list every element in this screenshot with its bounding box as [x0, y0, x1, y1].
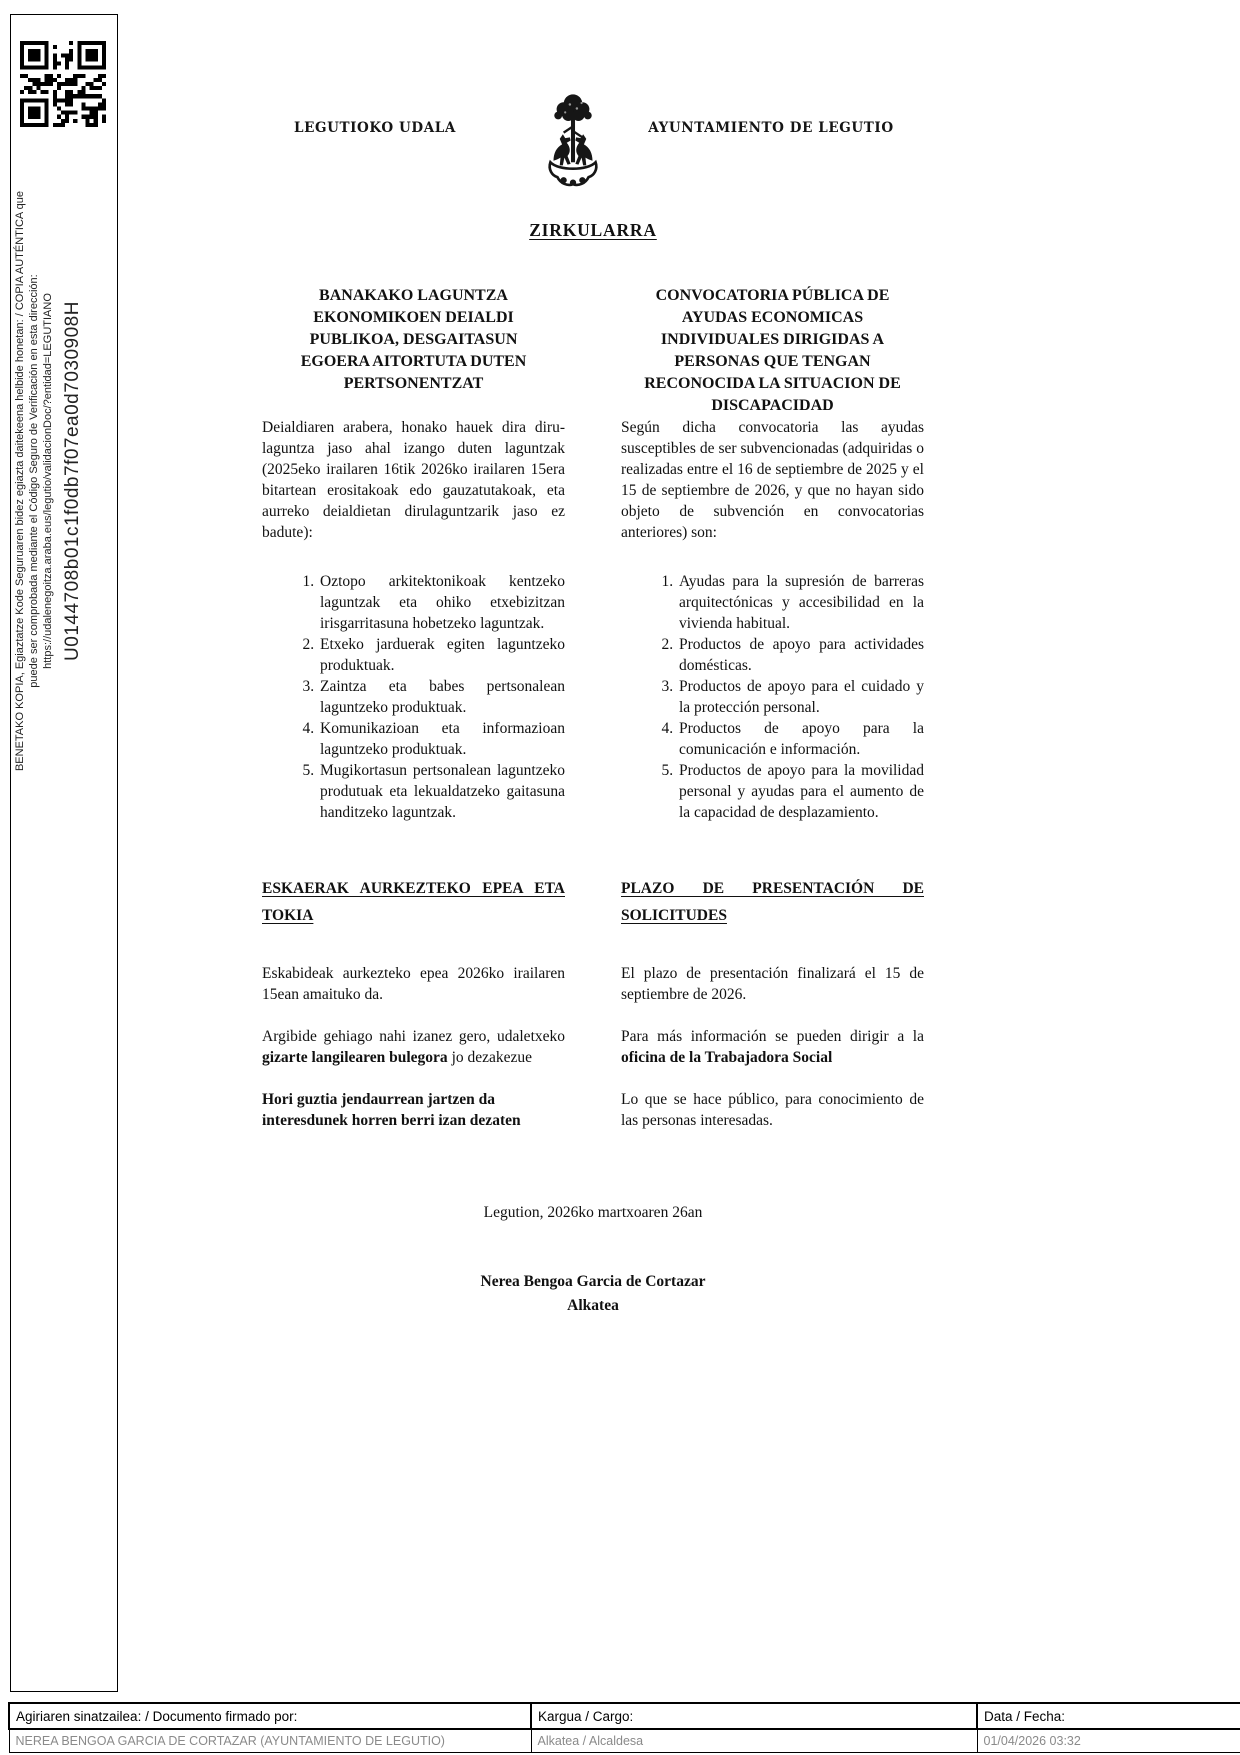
- text-run: Para más información se pueden dirigir a la: [621, 1028, 924, 1045]
- list-item: 5. Mugikortasun pertsonalean laguntzeko produtuak eta lekualdatzeko gaitasuna handitzeko laguntzak.: [318, 760, 565, 823]
- footer-header-role: Kargua / Cargo:: [531, 1703, 977, 1729]
- footer-header-signer: Agiriaren sinatzailea: / Documento firmado por:: [9, 1703, 531, 1729]
- verification-line-1: BENETAKO KOPIA, Egiaztatze Kode Seguruaren bidez egiazta daitekeena helbide honetan: / COPIA AUTÉNTICA que: [14, 190, 26, 772]
- basque-aid-list: [262, 571, 565, 823]
- footer-header-row: [9, 1703, 1240, 1729]
- footer-value-row: [9, 1729, 1240, 1753]
- footer-value-role: Alkatea / Alcaldesa: [531, 1729, 977, 1753]
- signature-footer-table: [8, 1702, 1240, 1753]
- verification-line-2: puede ser comprobada mediante el Código Seguro de Verificación en esta dirección:: [28, 274, 40, 688]
- signer-name: Nerea Bengoa Garcia de Cortazar: [480, 1273, 706, 1290]
- footer-header-date: Data / Fecha:: [977, 1703, 1240, 1729]
- municipal-crest-icon: [534, 92, 612, 192]
- basque-info: [262, 1026, 565, 1068]
- footer-value-signer: NEREA BENGOA GARCIA DE CORTAZAR (AYUNTAMIENTO DE LEGUTIO): [9, 1729, 531, 1753]
- spanish-aid-list: [621, 571, 924, 823]
- text-run: Argibide gehiago nahi izanez gero, udaletxeko: [262, 1028, 565, 1045]
- list-item: 2. Productos de apoyo para actividades domésticas.: [677, 634, 924, 676]
- spanish-public-notice: Lo que se hace público, para conocimiento de las personas interesadas.: [621, 1091, 924, 1129]
- basque-intro: Deialdiaren arabera, honako hauek dira diru-laguntza jaso ahal izango duten laguntzak (2025eko irailaren 16tik 2026ko irailaren 15era bitartean erositakoak edo gauzatutakoak, eta aurreko deialdietan dirulaguntzarik jaso ez badute):: [262, 419, 565, 541]
- spanish-deadline: El plazo de presentación finalizará el 15 de septiembre de 2026.: [621, 965, 924, 1003]
- basque-public-notice: Hori guztia jendaurrean jartzen da interesdunek horren berri izan dezaten: [262, 1091, 521, 1129]
- spanish-heading: CONVOCATORIA PÚBLICA DE AYUDAS ECONOMICAS INDIVIDUALES DIRIGIDAS A PERSONAS QUE TENGAN RECONOCIDA LA SITUACION DE DISCAPACIDAD: [644, 287, 901, 414]
- document-title: ZIRKULARRA: [529, 220, 657, 240]
- verification-text-block: [13, 101, 109, 861]
- column-spanish: [621, 285, 924, 1152]
- list-item: 2. Etxeko jarduerak egiten laguntzeko produktuak.: [318, 634, 565, 676]
- text-run-bold: gizarte langilearen bulegora: [262, 1049, 448, 1066]
- date-line: Legution, 2026ko martxoaren 26an: [483, 1204, 703, 1221]
- basque-section-heading: ESKAERAK AURKEZTEKO EPEA ETA TOKIA: [262, 880, 565, 924]
- signature-block: [262, 1270, 924, 1318]
- document-body: [262, 220, 924, 1318]
- text-run: jo dezakezue: [447, 1049, 533, 1066]
- signer-title: Alkatea: [567, 1297, 619, 1314]
- footer-value-date: 01/04/2026 03:32: [977, 1729, 1240, 1753]
- spanish-info: [621, 1026, 924, 1068]
- list-item: 1. Oztopo arkitektonikoak kentzeko laguntzak eta ohiko etxebizitzan irisgarritasuna hobetzeko laguntzak.: [318, 571, 565, 634]
- basque-deadline: Eskabideak aurkezteko epea 2026ko irailaren 15ean amaituko da.: [262, 965, 565, 1003]
- text-run-bold: oficina de la Trabajadora Social: [621, 1049, 833, 1066]
- list-item: 4. Komunikazioan eta informazioan laguntzeko produktuak.: [318, 718, 565, 760]
- list-item: 5. Productos de apoyo para la movilidad personal y ayudas para el aumento de la capacidad de desplazamiento.: [677, 760, 924, 823]
- verification-code: U0144708b01c1f0db7f07ea0d7030908H: [62, 301, 83, 661]
- spanish-section-heading: PLAZO DE PRESENTACIÓN DE SOLICITUDES: [621, 880, 924, 924]
- org-name-spanish: AYUNTAMIENTO DE LEGUTIO: [648, 120, 894, 136]
- verification-url: https://udalenegoitza.araba.eus/legutio/validacionDoc/?entidad=LEGUTIANO: [42, 293, 54, 669]
- spanish-intro: Según dicha convocatoria las ayudas susceptibles de ser subvencionadas (adquiridas o realizadas entre el 16 de septiembre de 2025 y el 15 de septiembre de 2026, y que no hayan sido objeto de subvención en convocatorias anteriores) son:: [621, 419, 924, 541]
- org-name-basque: LEGUTIOKO UDALA: [294, 120, 456, 136]
- list-item: 3. Zaintza eta babes pertsonalean laguntzeko produktuak.: [318, 676, 565, 718]
- column-basque: [262, 285, 565, 1152]
- list-item: 4. Productos de apoyo para la comunicación e información.: [677, 718, 924, 760]
- verification-sidebar: [10, 14, 118, 1692]
- list-item: 1. Ayudas para la supresión de barreras arquitectónicas y accesibilidad en la vivienda habitual.: [677, 571, 924, 634]
- basque-heading: BANAKAKO LAGUNTZA EKONOMIKOEN DEIALDI PUBLIKOA, DESGAITASUN EGOERA AITORTUTA DUTEN PERTSONENTZAT: [300, 287, 527, 392]
- list-item: 3. Productos de apoyo para el cuidado y la protección personal.: [677, 676, 924, 718]
